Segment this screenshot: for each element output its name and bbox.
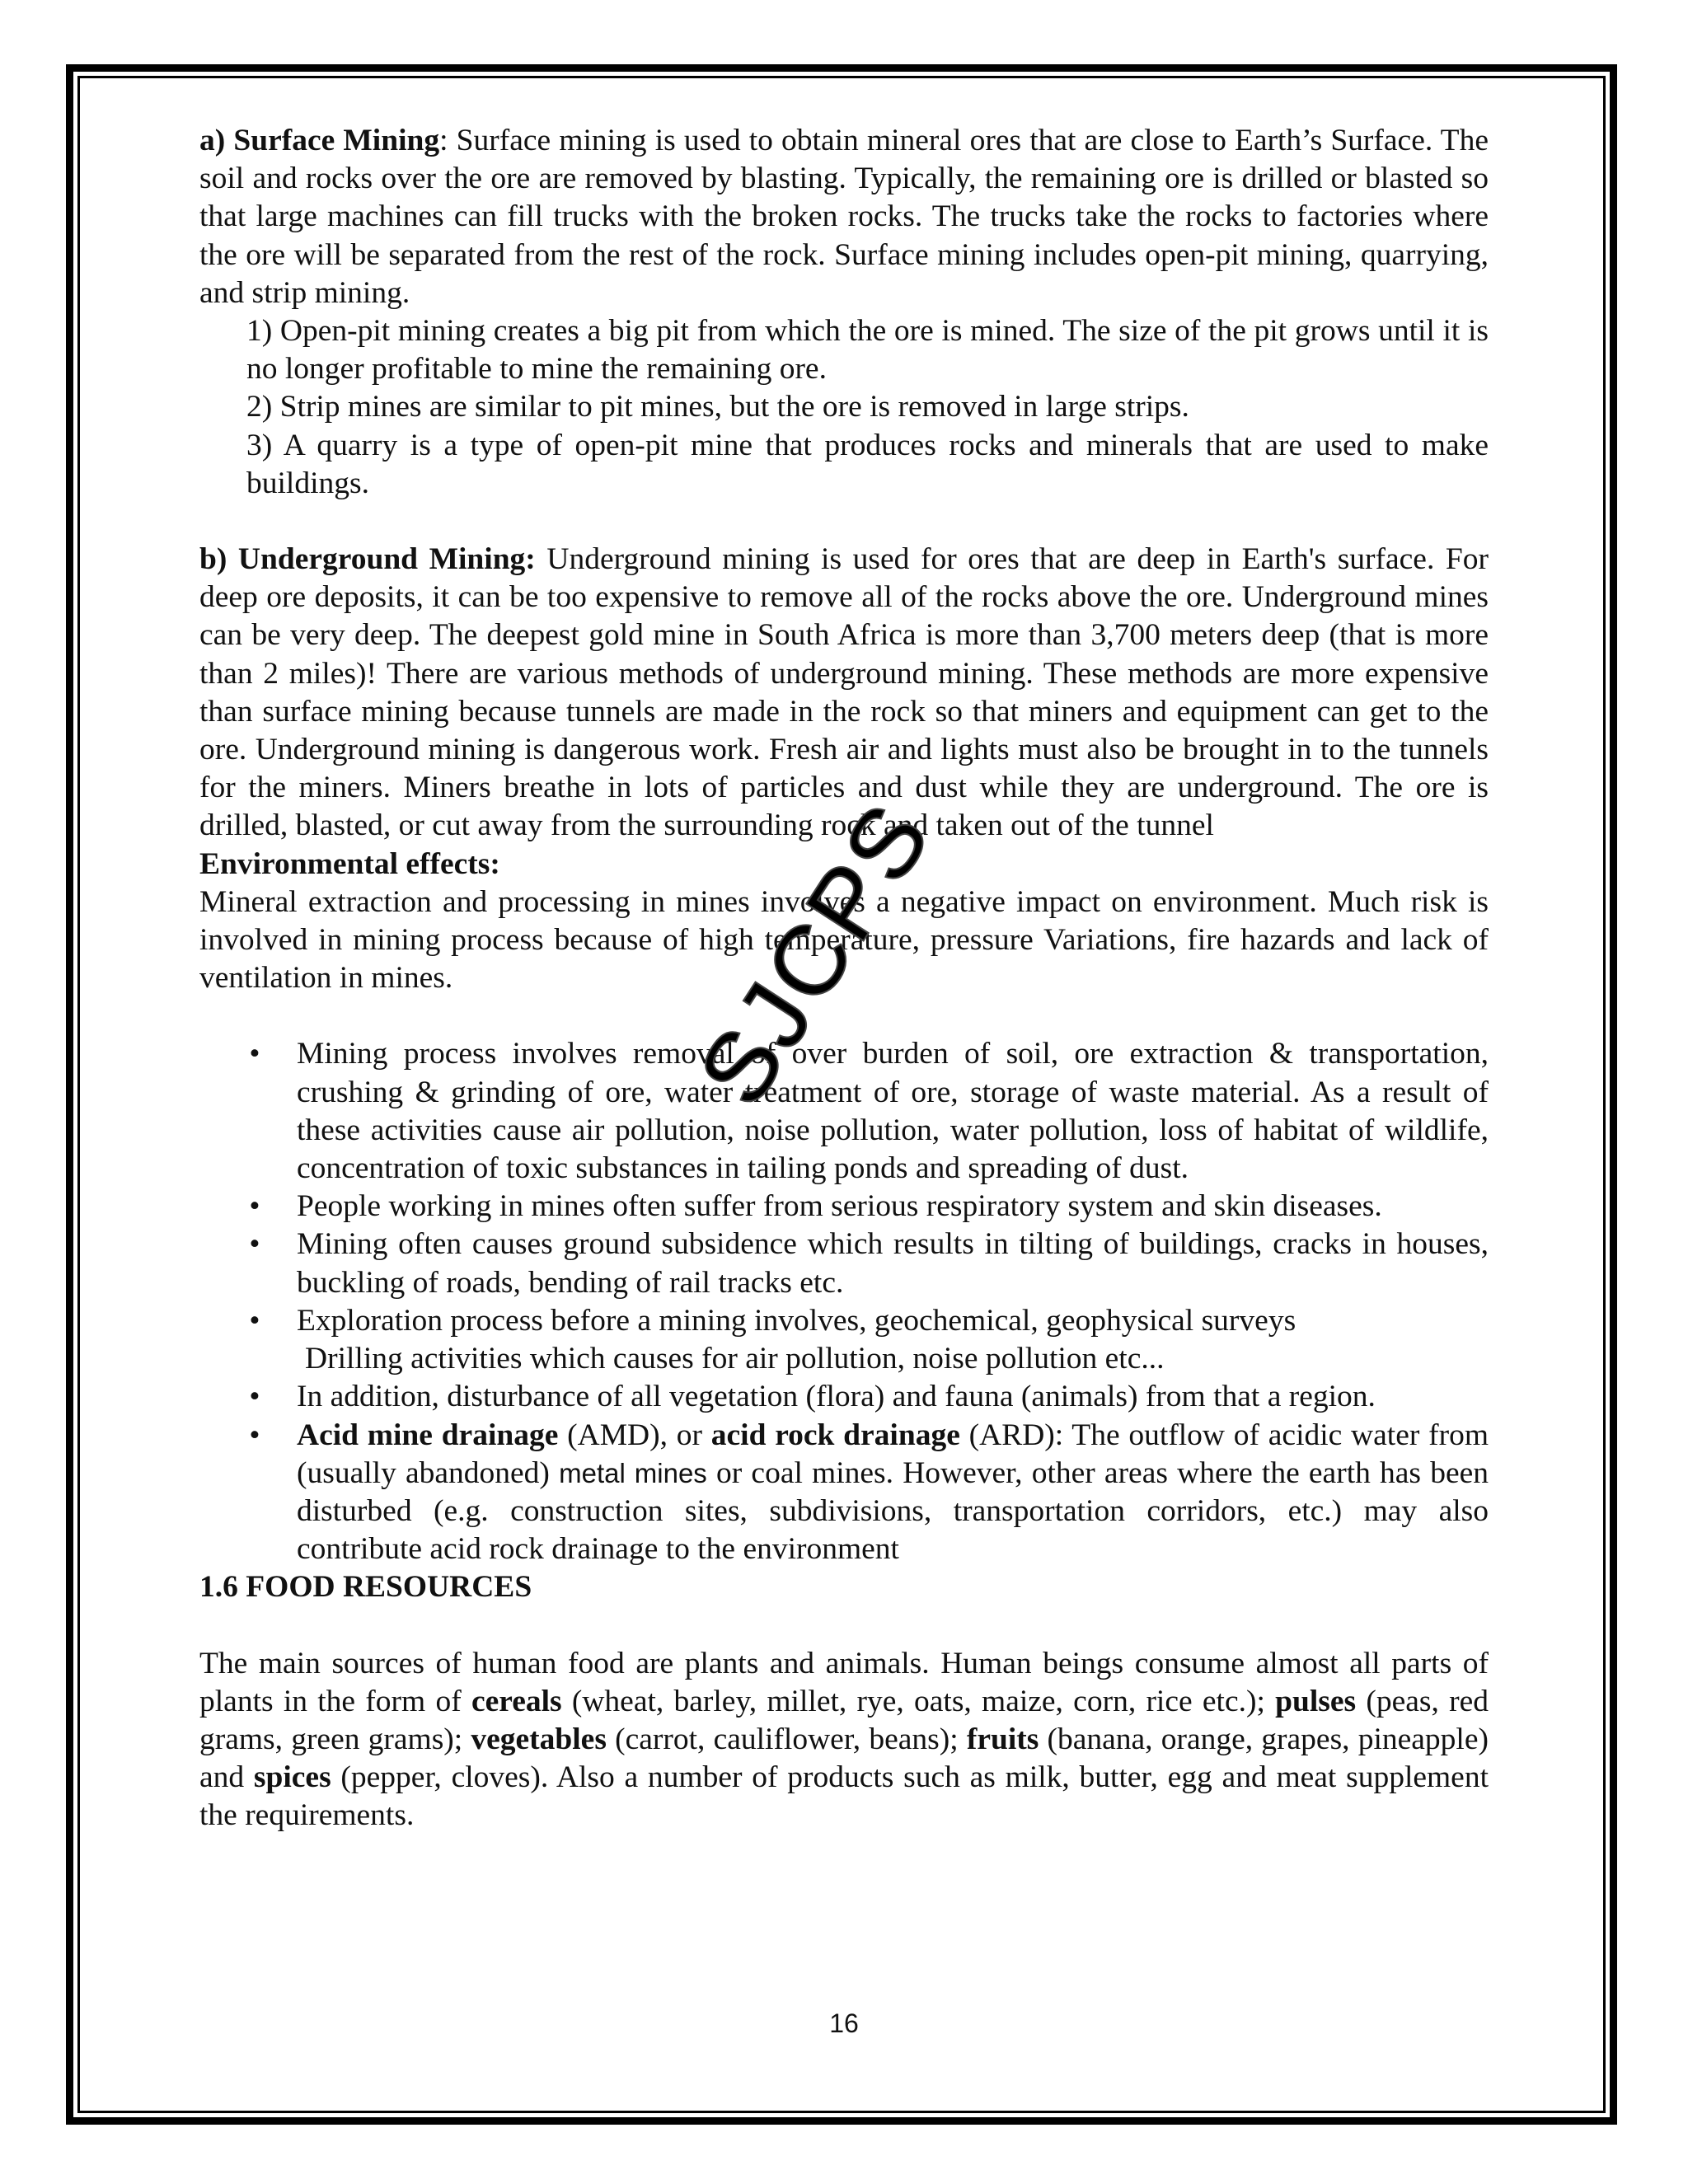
environmental-effects-heading: Environmental effects:	[199, 846, 500, 881]
surface-mining-label: a) Surface Mining	[199, 124, 440, 157]
bullet-icon: •	[249, 1189, 260, 1224]
bullet-icon: •	[249, 1037, 260, 1071]
surface-item-1: 1) Open-pit mining creates a big pit from which the ore is mined. The size of the pit grows until it is no longer profitable to mine the remaining ore.	[246, 314, 1489, 387]
list-item: • Mining process involves removal of over burden of soil, ore extraction & transportation, crushing & grinding of ore, water treatment of ore, storage of waste material. As a result of these activities cause air pollution, noise pollution, water pollution, loss of habitat of wildlife, concentration of toxic substances in tailing ponds and spreading of dust.	[199, 1035, 1489, 1188]
bullet-icon: •	[249, 1418, 260, 1452]
bullet-icon: •	[249, 1380, 260, 1414]
surface-mining-paragraph: a) Surface Mining: Surface mining is used to obtain mineral ores that are close to Earth’s Surface. The soil and rocks over the ore are removed by blasting. Typically, the remaining ore is drilled or blasted so that large machines can fill trucks with the broken rocks. The trucks take the rocks to factories where the ore will be separated from the rest of the rock. Surface mining includes open-pit mining, quarrying, and strip mining.	[199, 124, 1489, 310]
bullet-icon: •	[249, 1227, 260, 1262]
list-item: • In addition, disturbance of all vegetation (flora) and fauna (animals) from that a region.	[199, 1378, 1489, 1416]
environmental-effects-intro: Mineral extraction and processing in mines involves a negative impact on environment. Much risk is involved in mining process because of high temperature, pressure Variations, fire hazards and lack of ventilation in mines.	[199, 884, 1489, 996]
underground-mining-paragraph: b) Underground Mining: Underground mining is used for ores that are deep in Earth's surface. For deep ore deposits, it can be too expensive to remove all of the rocks above the ore. Underground mines can be very deep. The deepest gold mine in South Africa is more than 3,700 meters deep (that is more than 2 miles)! There are various methods of underground mining. These methods are more expensive than surface mining because tunnels are made in the rock so that miners and equipment can get to the ore. Underground mining is dangerous work. Fresh air and lights must also be brought in to the tunnels for the miners. Miners breathe in lots of particles and dust while they are underground. The ore is drilled, blasted, or cut away from the surrounding rock and taken out of the tunnel	[199, 542, 1489, 843]
food-resources-paragraph: The main sources of human food are plants and animals. Human beings consume almost all parts of plants in the form of cereals (wheat, barley, millet, rye, oats, maize, corn, rice etc.); pulses (peas, red grams, green grams); vegetables (carrot, cauliflower, beans); fruits (banana, orange, grapes, pineapple) and spices (pepper, cloves). Also a number of products such as milk, butter, egg and meat supplement the requirements.	[199, 1646, 1489, 1833]
page-number: 16	[829, 2008, 859, 2038]
food-resources-heading: 1.6 FOOD RESOURCES	[199, 1570, 532, 1605]
surface-item-2: 2) Strip mines are similar to pit mines, but the ore is removed in large strips.	[246, 390, 1189, 424]
surface-item-3: 3) A quarry is a type of open-pit mine that produces rocks and minerals that are used to make buildings.	[246, 428, 1489, 500]
list-item: • People working in mines often suffer from serious respiratory system and skin diseases.	[199, 1188, 1489, 1226]
underground-mining-label: b) Underground Mining:	[199, 542, 536, 577]
list-item: • Exploration process before a mining involves, geochemical, geophysical surveys Drilling activities which causes for air pollution, noise pollution etc...	[199, 1302, 1489, 1378]
watermark: SJCPS	[677, 782, 953, 1125]
list-item: • Acid mine drainage (AMD), or acid rock drainage (ARD): The outflow of acidic water from (usually abandoned) metal mines or coal mines. However, other areas where the earth has been disturbed (e.g. construction sites, subdivisions, transportation corridors, etc.) may also contribute acid rock drainage to the environment	[199, 1417, 1489, 1569]
list-item: • Mining often causes ground subsidence which results in tilting of buildings, cracks in houses, buckling of roads, bending of rail tracks etc.	[199, 1226, 1489, 1301]
environmental-effects-list	[199, 1035, 1489, 1568]
bullet-icon: •	[249, 1303, 260, 1338]
